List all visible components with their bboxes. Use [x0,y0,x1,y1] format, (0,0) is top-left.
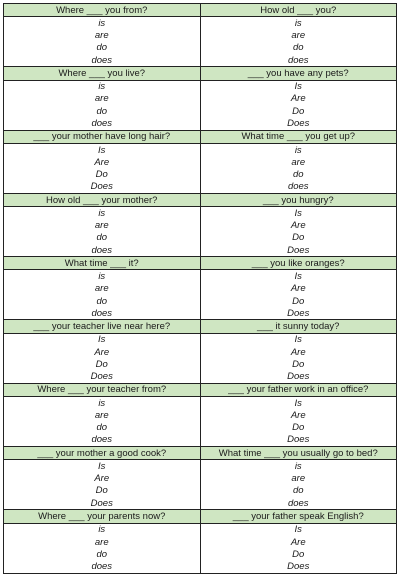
answer-option-right: Does [200,307,397,320]
answer-option-left: Do [4,168,201,180]
answer-option-right: Does [200,244,397,257]
answer-option-right: Are [200,409,397,421]
answer-option-right: Is [200,397,397,410]
answer-option-left: does [4,560,201,573]
answer-option-left: Are [4,156,201,168]
answer-option-left: Do [4,485,201,497]
answer-option-right: Does [200,371,397,384]
question-row [4,193,397,206]
answer-option-left: is [4,270,201,283]
answer-option-row [4,219,397,231]
question-left: Where ___ you from? [4,4,201,17]
question-right: What time ___ you get up? [200,130,397,143]
question-right: How old ___ you? [200,4,397,17]
answer-option-left: is [4,397,201,410]
answer-option-right: are [200,473,397,485]
answer-option-left: do [4,548,201,560]
question-left: Where ___ your parents now? [4,510,201,523]
answer-option-right: is [200,17,397,30]
answer-option-row [4,434,397,447]
answer-option-left: does [4,117,201,130]
answer-option-row [4,181,397,194]
answer-option-left: are [4,536,201,548]
answer-option-right: Is [200,333,397,346]
answer-option-right: are [200,30,397,42]
answer-option-right: Are [200,283,397,295]
answer-option-row [4,560,397,573]
answer-option-left: Is [4,460,201,473]
answer-option-left: Are [4,473,201,485]
answer-option-left: does [4,54,201,67]
answer-option-row [4,523,397,536]
answer-option-left: Are [4,346,201,358]
answer-option-right: do [200,168,397,180]
answer-option-row [4,548,397,560]
answer-option-left: is [4,80,201,93]
question-row [4,130,397,143]
answer-option-right: Are [200,93,397,105]
answer-option-row [4,536,397,548]
answer-option-row [4,358,397,370]
answer-option-right: is [200,143,397,156]
answer-option-row [4,117,397,130]
answer-option-left: Is [4,333,201,346]
answer-option-right: Are [200,346,397,358]
answer-option-left: are [4,409,201,421]
answer-option-left: do [4,105,201,117]
question-right: ___ your father work in an office? [200,383,397,396]
answer-option-row [4,409,397,421]
answer-option-row [4,270,397,283]
question-row [4,447,397,460]
answer-option-right: Is [200,270,397,283]
answer-option-left: are [4,30,201,42]
answer-option-right: Is [200,523,397,536]
answer-option-row [4,207,397,220]
answer-option-left: Does [4,371,201,384]
answer-option-row [4,42,397,54]
question-right: What time ___ you usually go to bed? [200,447,397,460]
answer-option-right: Are [200,536,397,548]
question-right: ___ you hungry? [200,193,397,206]
answer-option-right: Do [200,422,397,434]
answer-option-left: are [4,283,201,295]
answer-option-right: Are [200,219,397,231]
question-row [4,320,397,333]
answer-option-left: Does [4,497,201,510]
question-row [4,510,397,523]
answer-option-right: Does [200,560,397,573]
question-row [4,257,397,270]
question-left: What time ___ it? [4,257,201,270]
question-row [4,383,397,396]
answer-option-right: is [200,460,397,473]
answer-option-right: does [200,54,397,67]
answer-option-left: is [4,207,201,220]
answer-option-row [4,307,397,320]
answer-option-row [4,232,397,244]
answer-option-row [4,346,397,358]
answer-option-row [4,371,397,384]
question-left: ___ your teacher live near here? [4,320,201,333]
answer-option-right: do [200,485,397,497]
answer-option-left: do [4,42,201,54]
answer-option-right: Does [200,117,397,130]
question-right: ___ you like oranges? [200,257,397,270]
answer-option-row [4,80,397,93]
question-left: How old ___ your mother? [4,193,201,206]
answer-option-row [4,244,397,257]
answer-option-row [4,295,397,307]
answer-option-left: does [4,434,201,447]
answer-option-left: are [4,219,201,231]
answer-option-left: is [4,523,201,536]
answer-option-right: Is [200,80,397,93]
answer-option-right: Does [200,434,397,447]
answer-option-row [4,422,397,434]
answer-option-row [4,485,397,497]
answer-option-right: Do [200,232,397,244]
answer-option-row [4,54,397,67]
answer-option-left: are [4,93,201,105]
answer-option-row [4,105,397,117]
answer-option-row [4,17,397,30]
answer-option-row [4,283,397,295]
answer-option-left: Does [4,181,201,194]
answer-option-left: does [4,244,201,257]
answer-option-left: is [4,17,201,30]
answer-option-row [4,143,397,156]
answer-option-row [4,497,397,510]
question-left: ___ your mother a good cook? [4,447,201,460]
answer-option-right: Is [200,207,397,220]
question-right: ___ it sunny today? [200,320,397,333]
answer-option-left: Do [4,358,201,370]
answer-option-right: Do [200,295,397,307]
answer-option-right: does [200,497,397,510]
question-row [4,67,397,80]
question-left: ___ your mother have long hair? [4,130,201,143]
answer-option-row [4,397,397,410]
answer-option-right: do [200,42,397,54]
answer-option-row [4,460,397,473]
answer-option-row [4,93,397,105]
answer-option-right: Do [200,105,397,117]
answer-option-row [4,156,397,168]
answer-option-left: do [4,422,201,434]
question-left: Where ___ you live? [4,67,201,80]
question-left: Where ___ your teacher from? [4,383,201,396]
question-card-rows [4,4,397,574]
answer-option-row [4,333,397,346]
answer-option-right: are [200,156,397,168]
answer-option-left: do [4,232,201,244]
answer-option-right: does [200,181,397,194]
answer-option-left: do [4,295,201,307]
answer-option-right: Do [200,548,397,560]
answer-option-row [4,30,397,42]
answer-option-row [4,473,397,485]
answer-option-left: does [4,307,201,320]
answer-option-row [4,168,397,180]
answer-option-right: Do [200,358,397,370]
question-card-grid [3,3,397,574]
question-row [4,4,397,17]
question-right: ___ you have any pets? [200,67,397,80]
question-right: ___ your father speak English? [200,510,397,523]
answer-option-left: Is [4,143,201,156]
